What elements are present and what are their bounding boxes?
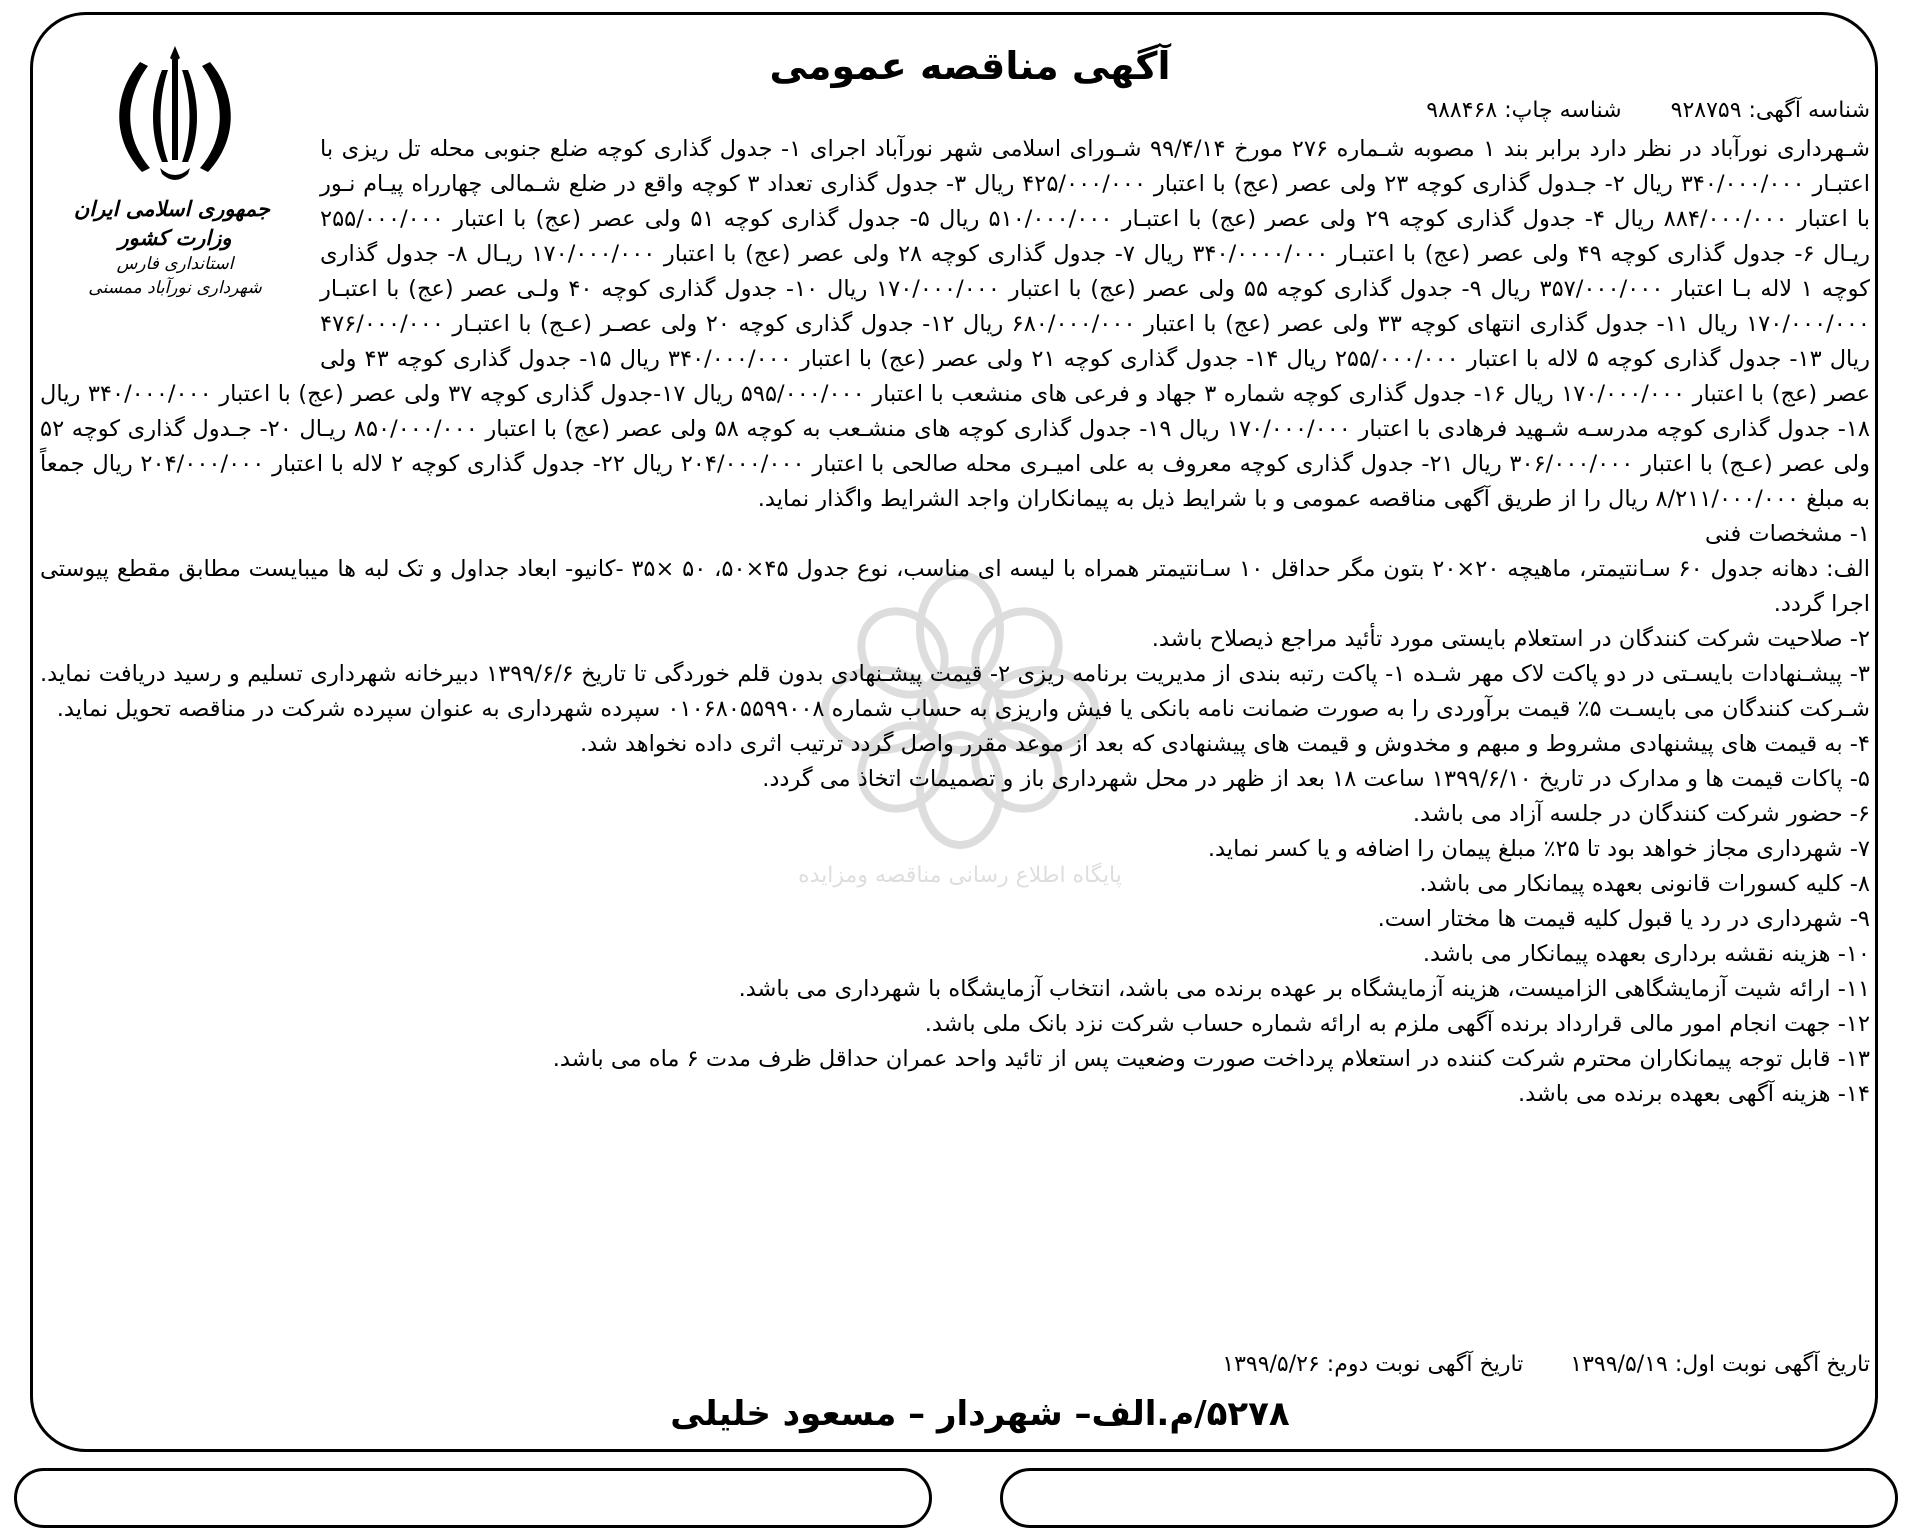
logo-spacer <box>40 132 320 377</box>
condition-item: ۱۳- قابل توجه پیمانکاران محترم شرکت کننده در استعلام پرداخت صورت وضعیت پس از تائید واحد عمران حداقل ظرف مدت ۶ ماه می باشد. <box>552 1046 1870 1072</box>
print-id: شناسه چاپ: ۹۸۸۴۶۸ <box>1426 98 1622 123</box>
condition-item: ۱- مشخصات فنی <box>1704 521 1870 547</box>
publication-dates <box>1182 1352 1870 1377</box>
condition-item: ۵- پاکات قیمت ها و مدارک در تاریخ ۱۳۹۹/۶/۱۰ ساعت ۱۸ بعد از ظهر در محل شهرداری باز و تصمیمات اتخاذ می گردد. <box>762 766 1870 792</box>
condition-item: ۴- به قیمت های پیشنهادی مشروط و مبهم و مخدوش و قیمت های پیشنهادی که بعد از موعد مقرر واصل گردد ترتیب اثری داده نخواهد شد. <box>579 731 1870 757</box>
condition-item: ۲- صلاحیت شرکت کنندگان در استعلام بایستی مورد تأئید مراجع ذیصلاح باشد. <box>1151 626 1870 652</box>
next-ads-strip <box>0 1468 1912 1498</box>
condition-item: ۹- شهرداری در رد یا قبول کلیه قیمت ها مختار است. <box>1377 906 1870 932</box>
org-line-ministry: وزارت کشور <box>118 225 232 250</box>
condition-item: ۱۲- جهت انجام امور مالی قرارداد برنده آگهی ملزم به ارائه شماره حساب شرکت نزد بانک ملی باشد. <box>924 1011 1870 1037</box>
condition-item: ۶- حضور شرکت کنندگان در جلسه آزاد می باشد. <box>1412 801 1870 827</box>
condition-item: ۱۱- ارائه شیت آزمایشگاهی الزامیست، هزینه آزمایشگاه بر عهده برنده می باشد، انتخاب آزمایشگاه با شهرداری می باشد. <box>738 976 1870 1002</box>
condition-item: ۳- پیشـنهادات بایسـتی در دو پاکت لاک مهر شـده ۱- پاکت رتبه بندی از مدیریت برنامه ریزی ۲- قیمت پیشـنهادی بدون قلم خوردگی تا تاریخ ۱۳۹۹/۶/۶ دبیرخانه شهرداری تسلیم و رسید دریافت نماید. شـرکت کنندگان می بایسـت ۵٪ قیمت برآوردی را به صورت ضمانت نامه بانکی یا فیش واریزی به حساب شماره ۰۱۰۶۸۰۵۵۹۹۰۰۸ سپرده شهرداری به عنوان سپرده شرکت در مناقصه تحویل نماید. <box>40 661 1870 722</box>
org-line-municipality: شهرداری نورآباد ممسنی <box>88 278 262 298</box>
notice-ids <box>1384 98 1870 123</box>
watermark-caption: پایگاه اطلاع رسانی مناقصه ومزایده <box>798 863 1122 888</box>
condition-item: ۱۰- هزینه نقشه برداری بعهده پیمانکار می باشد. <box>1422 941 1870 967</box>
notice-body <box>40 132 1870 1112</box>
org-line-province: استانداری فارس <box>116 254 234 274</box>
org-line-country: جمهوری اسلامی ایران <box>73 196 270 221</box>
ad-id: شناسه آگهی: ۹۲۸۷۵۹ <box>1670 98 1870 123</box>
first-publication-date: تاریخ آگهی نوبت اول: ۱۳۹۹/۵/۱۹ <box>1570 1352 1870 1377</box>
next-ad-box-left <box>14 1468 932 1528</box>
intro-paragraph: شـهرداری نورآباد در نظر دارد برابر بند ۱ مصوبه شـماره ۲۷۶ مورخ ۹۹/۴/۱۴ شـورای اسلامی شهر نورآباد اجرای ۱- جدول گذاری کوچه ضلع جنوبی محله تل ریزی با اعتبـار ۳۴۰/۰۰۰/۰۰۰ ریال ۲- جـدول گذاری کوچه ۲۳ ولی عصر (عج) با اعتبار ۴۲۵/۰۰۰/۰۰۰ ریال ۳- جدول گذاری تعداد ۳ کوچه واقع در ضلع شـمالی چهارراه پیـام نـور با اعتبار ۸۸۴/۰۰۰/۰۰۰ ریال ۴- جدول گذاری کوچه ۲۹ ولی عصر (عج) با اعتبـار ۵۱۰/۰۰۰/۰۰۰ ریال ۵- جدول گذاری کوچه ۵۱ ولی عصر (عج) با اعتبار ۲۵۵/۰۰۰/۰۰۰ ریـال ۶- جدول گذاری کوچه ۴۹ ولی عصر (عج) با اعتبـار ۳۴۰/۰۰۰۰/۰۰۰ ریال ۷- جدول گذاری کوچه ۲۸ ولی عصر (عج) با اعتبار ۱۷۰/۰۰۰/۰۰۰ ریـال ۸- جدول گذاری کوچه ۱ لاله بـا اعتبار ۳۵۷/۰۰۰/۰۰۰ ریال ۹- جدول گذاری کوچه ۵۵ ولی عصر (عج) با اعتبار ۱۷۰/۰۰۰/۰۰۰ ریال ۱۰- جدول گذاری کوچه ۴۰ ولـی عصر (عج) با اعتبـار ۱۷۰/۰۰۰/۰۰۰ ریال ۱۱- جدول گذاری انتهای کوچه ۳۳ ولی عصر (عج) با اعتبار ۶۸۰/۰۰۰/۰۰۰ ریال ۱۲- جدول گذاری کوچه ۲۰ ولی عصـر (عـج) با اعتبـار ۴۷۶/۰۰۰/۰۰۰ ریال ۱۳- جدول گذاری کوچه ۵ لاله با اعتبار ۲۵۵/۰۰۰/۰۰۰ ریال ۱۴- جدول گذاری کوچه ۲۱ ولی عصر (عج) با اعتبار ۳۴۰/۰۰۰/۰۰۰ ریال ۱۵- جدول گذاری کوچه ۴۳ ولی عصر (عج) با اعتبار ۱۷۰/۰۰۰/۰۰۰ ریال ۱۶- جدول گذاری کوچه شماره ۳ جهاد و فرعی های منشعب با اعتبار ۵۹۵/۰۰۰/۰۰۰ ریال ۱۷-جدول گذاری کوچه ۳۷ ولی عصر (عج) با اعتبار ۳۴۰/۰۰۰/۰۰۰ ریال ۱۸- جدول گذاری کوچه مدرسـه شـهید فرهادی با اعتبار ۱۷۰/۰۰۰/۰۰۰ ریال ۱۹- جدول گذاری کوچه های منشـعب به کوچه ۵۸ ولی عصر (عج) با اعتبار ۸۵۰/۰۰۰/۰۰۰ ریـال ۲۰- جـدول گذاری کوچه ۵۲ ولی عصر (عـج) با اعتبار ۳۰۶/۰۰۰/۰۰۰ ریال ۲۱- جدول گذاری کوچه معروف به علی امیـری محله صالحی با اعتبار ۲۰۴/۰۰۰/۰۰۰ ریال ۲۲- جدول گذاری کوچه ۲ لاله با اعتبار ۲۰۴/۰۰۰/۰۰۰ ریال جمعاً به مبلغ ۸/۲۱۱/۰۰۰/۰۰۰ ریال را از طریق آگهی مناقصه عمومی و با شرایط ذیل به پیمانکاران واجد الشرایط واگذار نماید. <box>40 136 1871 512</box>
condition-item: ۸- کلیه کسورات قانونی بعهده پیمانکار می باشد. <box>1419 871 1870 897</box>
next-ad-box-right <box>1000 1468 1898 1528</box>
second-publication-date: تاریخ آگهی نوبت دوم: ۱۳۹۹/۵/۲۶ <box>1222 1352 1524 1377</box>
condition-item: الف: دهانه جدول ۶۰ سـانتیمتر، ماهیچه ۲۰×۲۰ بتون مگر حداقل ۱۰ سـانتیمتر همراه با لیسه ای مناسب، نوع جدول ۴۵×۵۰، ۵۰ ×۳۵ -کانیو- ابعاد جداول و تک لبه ها میبایست مطابق مقطع پیوستی اجرا گردد. <box>40 556 1870 617</box>
condition-item: ۱۴- هزینه آگهی بعهده برنده می باشد. <box>1517 1081 1870 1107</box>
condition-item: ۷- شهرداری مجاز خواهد بود تا ۲۵٪ مبلغ پیمان را اضافه و یا کسر نماید. <box>1207 836 1870 862</box>
signature: ۵۲۷۸/م.الف– شهردار – مسعود خلیلی <box>670 1394 1290 1434</box>
page-title: آگهی مناقصه عمومی <box>769 44 1171 88</box>
